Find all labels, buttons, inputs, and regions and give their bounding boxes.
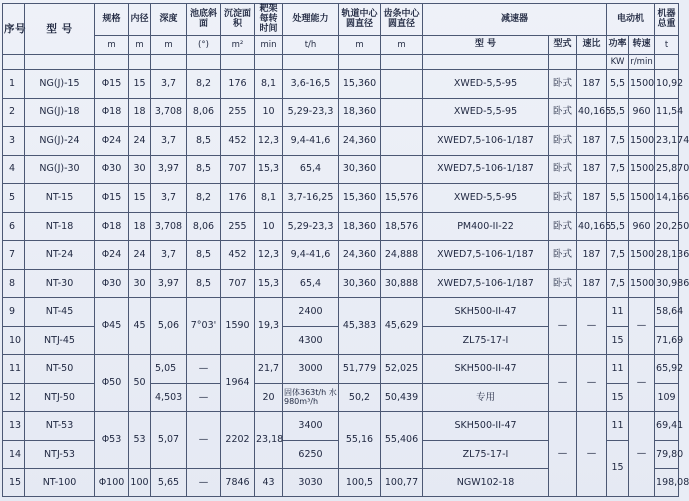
row-no: 4 [3, 155, 25, 184]
row-spec: Φ30 [95, 155, 129, 184]
row-area: 255 [221, 212, 255, 241]
row-dia: 45 [129, 298, 151, 355]
row-rack [381, 98, 423, 127]
unit-spec: m [95, 36, 129, 55]
header-depth: 深度 [151, 4, 187, 36]
row-power: 5,5 [607, 70, 629, 99]
row-reducer-model: XWED7,5-106-1/187 [423, 269, 549, 298]
row-area: 7846 [221, 469, 255, 497]
row-dia: 30 [129, 155, 151, 184]
header-inner-diameter: 内径 [129, 4, 151, 36]
row-area: 255 [221, 98, 255, 127]
unit-time: min [255, 36, 283, 55]
row-no: 12 [3, 383, 25, 412]
row-spec: Φ18 [95, 212, 129, 241]
header-index: 序号 [3, 4, 25, 55]
row-power: 5,5 [607, 184, 629, 213]
row-weight: 20,250 [655, 212, 679, 241]
row-no: 15 [3, 469, 25, 497]
row-ratio: 187 [577, 155, 607, 184]
row-no: 1 [3, 70, 25, 99]
row-weight: 30,986 [655, 269, 679, 298]
header-motor: 电动机 [607, 4, 655, 36]
row-weight: 109 [655, 383, 679, 412]
row-no: 10 [3, 326, 25, 355]
row-rack: 18,576 [381, 212, 423, 241]
row-area: 1964 [221, 355, 255, 412]
row-track: 18,360 [339, 98, 381, 127]
row-time: 12,3 [255, 127, 283, 156]
row-power: 7,5 [607, 241, 629, 270]
row-rack: 15,576 [381, 184, 423, 213]
row-weight: 65,92 [655, 355, 679, 384]
row-weight: 25,870 [655, 155, 679, 184]
row-time: 10 [255, 98, 283, 127]
row-spec: Φ24 [95, 241, 129, 270]
row-time: 23,18 [255, 412, 283, 469]
row-area: 707 [221, 155, 255, 184]
header-reducer-model: 型 号 [423, 36, 549, 55]
header-settling-area: 沉淀面积 [221, 4, 255, 36]
row-weight: 79,80 [655, 440, 679, 469]
row-model: NTJ-53 [25, 440, 95, 469]
unit-speed: r/min [629, 55, 655, 70]
row-weight: 23,174 [655, 127, 679, 156]
row-speed: 960 [629, 212, 655, 241]
row-no: 11 [3, 355, 25, 384]
row-no: 7 [3, 241, 25, 270]
row-rack: 30,888 [381, 269, 423, 298]
row-slope: — [187, 355, 221, 384]
table-row [3, 269, 679, 298]
row-track: 55,16 [339, 412, 381, 469]
row-power: 11 [607, 355, 629, 384]
row-slope: 8,5 [187, 269, 221, 298]
row-time: 12,3 [255, 241, 283, 270]
row-no: 2 [3, 98, 25, 127]
row-slope: 7°03' [187, 298, 221, 355]
row-track: 51,779 [339, 355, 381, 384]
row-power: 11 [607, 412, 629, 441]
row-ratio: 187 [577, 184, 607, 213]
row-area: 452 [221, 127, 255, 156]
row-slope: — [187, 412, 221, 469]
header-rake-time: 耙架每转时间 [255, 4, 283, 36]
row-reducer-type: 卧式 [549, 98, 577, 127]
row-depth: 3,7 [151, 70, 187, 99]
row-time: 21,7 [255, 355, 283, 384]
row-track: 100,5 [339, 469, 381, 497]
row-reducer-model: ZL75-17-I [423, 440, 549, 469]
row-depth: 5,65 [151, 469, 187, 497]
row-time: 8,1 [255, 70, 283, 99]
row-power: 15 [607, 440, 629, 496]
row-depth: 5,07 [151, 412, 187, 469]
row-depth: 3,708 [151, 212, 187, 241]
row-power: 5,5 [607, 98, 629, 127]
unit-capacity: t/h [283, 36, 339, 55]
header-reducer-type: 型式 [549, 36, 577, 55]
row-capacity: 3,7-16,25 [283, 184, 339, 213]
row-reducer-type: 卧式 [549, 241, 577, 270]
row-dia: 18 [129, 98, 151, 127]
row-depth: 3,7 [151, 241, 187, 270]
row-depth: 3,97 [151, 269, 187, 298]
row-ratio: 187 [577, 241, 607, 270]
table-row [3, 212, 679, 241]
row-capacity: 65,4 [283, 269, 339, 298]
row-time: 8,1 [255, 184, 283, 213]
row-track: 30,360 [339, 269, 381, 298]
table-row [3, 298, 679, 327]
row-spec: Φ100 [95, 469, 129, 497]
row-depth: 5,05 [151, 355, 187, 384]
row-no: 14 [3, 440, 25, 469]
table-row [3, 70, 679, 99]
row-weight: 11,54 [655, 98, 679, 127]
row-slope: — [187, 383, 221, 412]
row-ratio: 187 [577, 127, 607, 156]
row-depth: 3,7 [151, 184, 187, 213]
header-spec: 规格 [95, 4, 129, 36]
row-rack: 45,629 [381, 298, 423, 355]
row-depth: 3,708 [151, 98, 187, 127]
row-dia: 15 [129, 70, 151, 99]
row-reducer-type: — [549, 412, 577, 497]
row-speed: 1500 [629, 241, 655, 270]
row-power: 15 [607, 383, 629, 412]
row-time: 20 [255, 383, 283, 412]
row-no: 3 [3, 127, 25, 156]
row-model: NT-50 [25, 355, 95, 384]
row-spec: Φ18 [95, 98, 129, 127]
row-reducer-type: 卧式 [549, 212, 577, 241]
row-speed: 1500 [629, 184, 655, 213]
row-speed: — [629, 298, 655, 355]
row-ratio: 40,165 [577, 98, 607, 127]
row-spec: Φ50 [95, 355, 129, 412]
row-reducer-model: NGW102-18 [423, 469, 549, 497]
row-dia: 100 [129, 469, 151, 497]
table-row [3, 184, 679, 213]
row-capacity: 2400 [283, 298, 339, 327]
row-reducer-type: — [549, 298, 577, 355]
row-reducer-model: XWED-5,5-95 [423, 70, 549, 99]
row-weight: 28,136 [655, 241, 679, 270]
row-model: NTJ-50 [25, 383, 95, 412]
table-row [3, 155, 679, 184]
row-capacity: 6250 [283, 440, 339, 469]
row-spec: Φ15 [95, 70, 129, 99]
row-area: 707 [221, 269, 255, 298]
row-capacity: 3030 [283, 469, 339, 497]
row-model: NG(J)-30 [25, 155, 95, 184]
row-speed: 1500 [629, 155, 655, 184]
row-capacity: 3000 [283, 355, 339, 384]
row-slope: 8,06 [187, 98, 221, 127]
row-dia: 53 [129, 412, 151, 469]
row-model: NG(J)-15 [25, 70, 95, 99]
row-no: 6 [3, 212, 25, 241]
row-rack: 24,888 [381, 241, 423, 270]
row-model: NTJ-45 [25, 326, 95, 355]
unit-rack: m [381, 36, 423, 55]
row-depth: 3,97 [151, 155, 187, 184]
row-time: 43 [255, 469, 283, 497]
row-reducer-type: 卧式 [549, 269, 577, 298]
row-speed: 1500 [629, 70, 655, 99]
thickener-spec-table [2, 3, 689, 497]
row-dia: 24 [129, 127, 151, 156]
row-model: NT-24 [25, 241, 95, 270]
row-no: 8 [3, 269, 25, 298]
header-model: 型 号 [25, 4, 95, 55]
row-model: NT-15 [25, 184, 95, 213]
table-row [3, 412, 679, 441]
row-capacity: 3,6-16,5 [283, 70, 339, 99]
row-capacity: 9,4-41,6 [283, 127, 339, 156]
header-track-diameter: 轨道中心圆直径 [339, 4, 381, 36]
row-no: 5 [3, 184, 25, 213]
row-ratio: 40,165 [577, 212, 607, 241]
row-capacity: 65,4 [283, 155, 339, 184]
row-track: 30,360 [339, 155, 381, 184]
row-model: NT-18 [25, 212, 95, 241]
row-reducer-model: SKH500-II-47 [423, 298, 549, 327]
row-spec: Φ53 [95, 412, 129, 469]
row-rack [381, 127, 423, 156]
row-spec: Φ30 [95, 269, 129, 298]
header-bottom-slope: 池底斜面 [187, 4, 221, 36]
row-capacity: 3400 [283, 412, 339, 441]
row-track: 24,360 [339, 241, 381, 270]
row-track: 24,360 [339, 127, 381, 156]
row-slope: 8,5 [187, 155, 221, 184]
row-reducer-model: SKH500-II-47 [423, 355, 549, 384]
header-reducer-ratio: 速比 [577, 36, 607, 55]
row-reducer-type: 卧式 [549, 70, 577, 99]
unit-area: m² [221, 36, 255, 55]
row-speed: — [629, 355, 655, 412]
header-capacity: 处理能力 [283, 4, 339, 36]
row-track: 18,360 [339, 212, 381, 241]
row-depth: 5,06 [151, 298, 187, 355]
row-dia: 15 [129, 184, 151, 213]
row-dia: 24 [129, 241, 151, 270]
header-weight: 机器总重 [655, 4, 679, 36]
row-spec: Φ45 [95, 298, 129, 355]
row-track: 15,360 [339, 70, 381, 99]
row-ratio: — [577, 298, 607, 355]
row-reducer-type: 卧式 [549, 127, 577, 156]
row-dia: 50 [129, 355, 151, 412]
row-power: 5,5 [607, 212, 629, 241]
row-reducer-type: — [549, 355, 577, 412]
row-time: 10 [255, 212, 283, 241]
row-dia: 18 [129, 212, 151, 241]
row-ratio: 187 [577, 269, 607, 298]
row-rack [381, 155, 423, 184]
header-rack-diameter: 齿条中心圆直径 [381, 4, 423, 36]
unit-power: KW [607, 55, 629, 70]
row-spec: Φ24 [95, 127, 129, 156]
row-power: 7,5 [607, 269, 629, 298]
row-reducer-model: XWED7,5-106-1/187 [423, 127, 549, 156]
row-reducer-type: 卧式 [549, 184, 577, 213]
row-spec: Φ15 [95, 184, 129, 213]
row-dia: 30 [129, 269, 151, 298]
row-power: 11 [607, 298, 629, 327]
header-motor-power: 功率 [607, 36, 629, 55]
row-model: NT-30 [25, 269, 95, 298]
row-ratio: — [577, 412, 607, 497]
table-row [3, 98, 679, 127]
row-weight: 58,64 [655, 298, 679, 327]
row-slope: — [187, 469, 221, 497]
row-area: 176 [221, 70, 255, 99]
row-area: 1590 [221, 298, 255, 355]
row-no: 13 [3, 412, 25, 441]
header-reducer: 减速器 [423, 4, 607, 36]
row-depth: 3,7 [151, 127, 187, 156]
row-rack [381, 70, 423, 99]
row-slope: 8,5 [187, 241, 221, 270]
row-speed: 960 [629, 98, 655, 127]
unit-slope: (°) [187, 36, 221, 55]
unit-depth: m [151, 36, 187, 55]
row-time: 15,3 [255, 155, 283, 184]
unit-inner-diameter: m [129, 36, 151, 55]
row-weight: 69,41 [655, 412, 679, 441]
row-area: 2202 [221, 412, 255, 469]
row-track: 45,383 [339, 298, 381, 355]
row-area: 452 [221, 241, 255, 270]
row-reducer-model: PM400-II-22 [423, 212, 549, 241]
row-track: 50,2 [339, 383, 381, 412]
row-reducer-model: XWED7,5-106-1/187 [423, 241, 549, 270]
row-reducer-model: XWED-5,5-95 [423, 184, 549, 213]
row-track: 15,360 [339, 184, 381, 213]
row-rack: 50,439 [381, 383, 423, 412]
row-slope: 8,06 [187, 212, 221, 241]
row-depth: 4,503 [151, 383, 187, 412]
row-speed: 1500 [629, 127, 655, 156]
row-ratio: — [577, 355, 607, 412]
row-time: 15,3 [255, 269, 283, 298]
row-model: NT-100 [25, 469, 95, 497]
row-no: 9 [3, 298, 25, 327]
row-capacity: 5,29-23,3 [283, 98, 339, 127]
row-model: NT-53 [25, 412, 95, 441]
header-motor-speed: 转速 [629, 36, 655, 55]
row-capacity: 固体363t/h 水980m³/h [283, 383, 339, 412]
row-reducer-model: 专用 [423, 383, 549, 412]
row-capacity: 4300 [283, 326, 339, 355]
table-row [3, 127, 679, 156]
row-model: NG(J)-18 [25, 98, 95, 127]
row-rack: 55,406 [381, 412, 423, 469]
row-weight: 10,92 [655, 70, 679, 99]
row-weight: 71,69 [655, 326, 679, 355]
row-reducer-model: SKH500-II-47 [423, 412, 549, 441]
unit-track: m [339, 36, 381, 55]
row-weight: 198,08 [655, 469, 679, 497]
row-slope: 8,2 [187, 184, 221, 213]
row-speed: — [629, 412, 655, 497]
row-model: NT-45 [25, 298, 95, 327]
row-speed: 1500 [629, 269, 655, 298]
unit-weight: t [655, 36, 679, 55]
row-power: 15 [607, 326, 629, 355]
row-model: NG(J)-24 [25, 127, 95, 156]
row-reducer-model: XWED7,5-106-1/187 [423, 155, 549, 184]
row-time: 19,3 [255, 298, 283, 355]
row-rack: 100,77 [381, 469, 423, 497]
row-weight: 14,166 [655, 184, 679, 213]
row-area: 176 [221, 184, 255, 213]
row-reducer-model: ZL75-17-I [423, 326, 549, 355]
table-row [3, 355, 679, 384]
table-row [3, 241, 679, 270]
row-ratio: 187 [577, 70, 607, 99]
row-slope: 8,2 [187, 70, 221, 99]
row-slope: 8,5 [187, 127, 221, 156]
row-capacity: 9,4-41,6 [283, 241, 339, 270]
row-rack: 52,025 [381, 355, 423, 384]
row-power: 7,5 [607, 127, 629, 156]
row-power: 7,5 [607, 155, 629, 184]
row-capacity: 5,29-23,3 [283, 212, 339, 241]
row-reducer-type: 卧式 [549, 155, 577, 184]
row-reducer-model: XWED-5,5-95 [423, 98, 549, 127]
